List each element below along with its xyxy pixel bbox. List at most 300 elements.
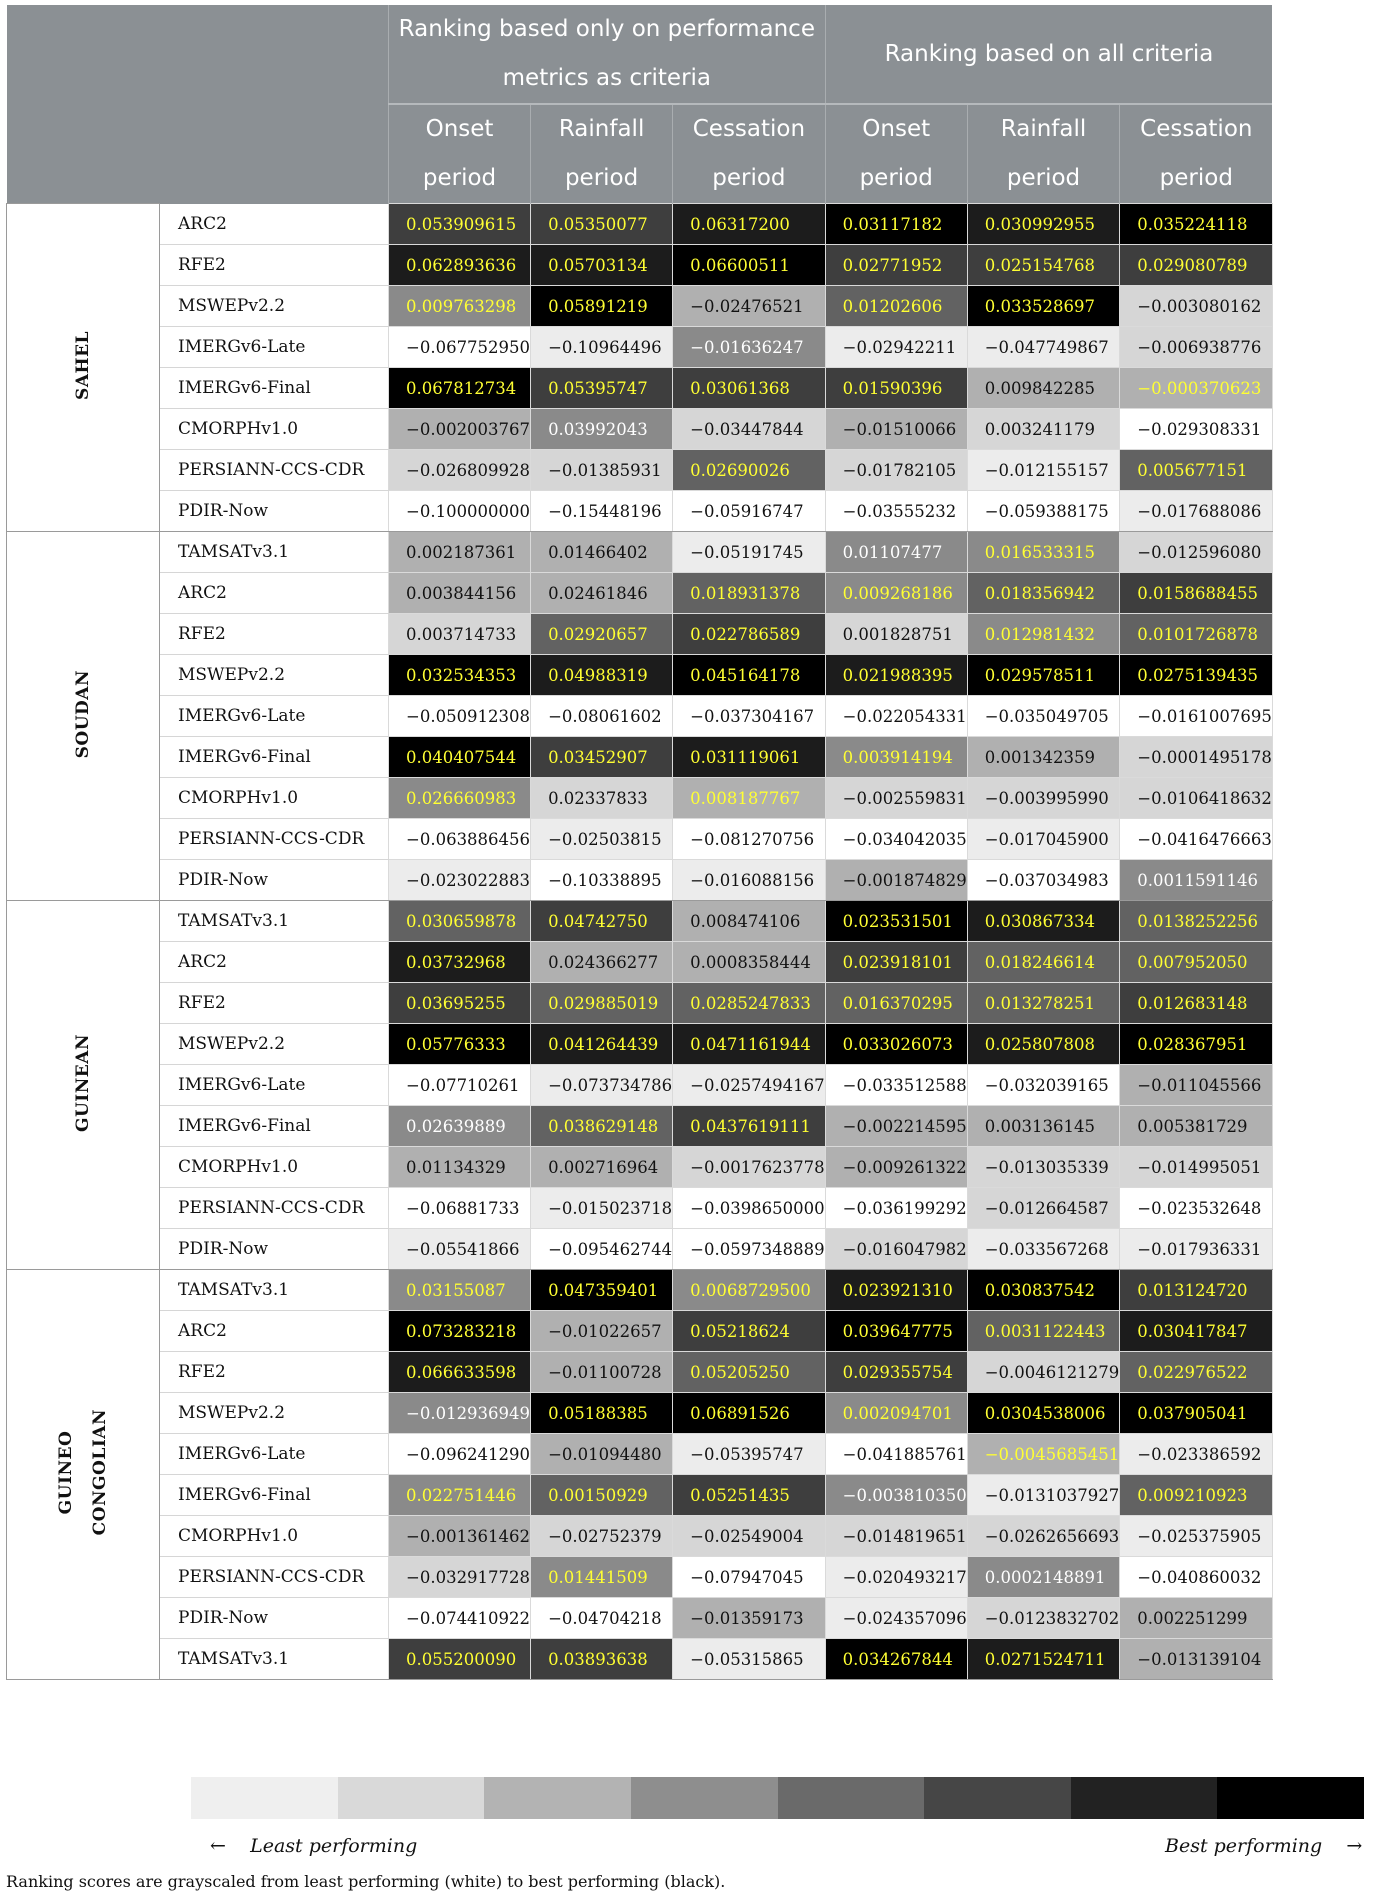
table-row — [7, 1270, 1273, 1311]
table-row — [7, 1639, 1273, 1680]
score-cell: 0.06891526 — [673, 1393, 826, 1434]
score-cell: −0.02752379 — [531, 1516, 673, 1557]
score-cell: 0.00150929 — [531, 1475, 673, 1516]
product-name: MSWEPv2.2 — [160, 1024, 389, 1065]
legend-swatch — [778, 1777, 925, 1819]
score-cell: −0.003810350 — [825, 1475, 967, 1516]
score-cell: −0.06881733 — [389, 1188, 531, 1229]
product-name: ARC2 — [160, 942, 389, 983]
score-cell: 0.055200090 — [389, 1639, 531, 1680]
legend-best — [1165, 1835, 1362, 1857]
header-corner — [7, 5, 389, 204]
score-cell: 0.040407544 — [389, 737, 531, 778]
score-cell: −0.059388175 — [967, 491, 1120, 532]
score-cell: 0.030992955 — [967, 204, 1120, 245]
score-cell: −0.067752950 — [389, 327, 531, 368]
score-cell: 0.0285247833 — [673, 983, 826, 1024]
score-cell: −0.016088156 — [673, 860, 826, 901]
score-cell: −0.07710261 — [389, 1065, 531, 1106]
region-cell — [7, 1270, 160, 1680]
score-cell: −0.037034983 — [967, 860, 1120, 901]
score-cell: 0.003241179 — [967, 409, 1120, 450]
table-row — [7, 778, 1273, 819]
product-name: IMERGv6-Late — [160, 696, 389, 737]
score-cell: 0.003844156 — [389, 573, 531, 614]
score-cell: 0.01441509 — [531, 1557, 673, 1598]
header-group-all-label: Ranking based on all criteria — [884, 40, 1214, 67]
product-name: MSWEPv2.2 — [160, 1393, 389, 1434]
score-cell: −0.022054331 — [825, 696, 967, 737]
score-cell: −0.0001495178 — [1120, 737, 1273, 778]
score-cell: −0.017688086 — [1120, 491, 1273, 532]
score-cell: 0.05891219 — [531, 286, 673, 327]
score-cell: 0.026660983 — [389, 778, 531, 819]
score-cell: −0.095462744 — [531, 1229, 673, 1270]
product-name: PDIR-Now — [160, 1229, 389, 1270]
score-cell: 0.01107477 — [825, 532, 967, 573]
table-row — [7, 286, 1273, 327]
table-row — [7, 1106, 1273, 1147]
product-name: RFE2 — [160, 245, 389, 286]
score-cell: −0.017936331 — [1120, 1229, 1273, 1270]
score-cell: 0.032534353 — [389, 655, 531, 696]
product-name: TAMSATv3.1 — [160, 1270, 389, 1311]
score-cell: 0.007952050 — [1120, 942, 1273, 983]
table-row — [7, 532, 1273, 573]
product-name: PERSIANN-CCS-CDR — [160, 819, 389, 860]
score-cell: 0.028367951 — [1120, 1024, 1273, 1065]
score-cell: 0.016533315 — [967, 532, 1120, 573]
score-cell: 0.018246614 — [967, 942, 1120, 983]
product-name: PDIR-Now — [160, 1598, 389, 1639]
table-row — [7, 245, 1273, 286]
score-cell: −0.01385931 — [531, 450, 673, 491]
score-cell: −0.017045900 — [967, 819, 1120, 860]
score-cell: −0.0416476663 — [1120, 819, 1273, 860]
score-cell: −0.04704218 — [531, 1598, 673, 1639]
score-cell: −0.01022657 — [531, 1311, 673, 1352]
score-cell: 0.023921310 — [825, 1270, 967, 1311]
score-cell: −0.02503815 — [531, 819, 673, 860]
score-cell: 0.009268186 — [825, 573, 967, 614]
score-cell: −0.002559831 — [825, 778, 967, 819]
region-cell — [7, 532, 160, 901]
score-cell: −0.05395747 — [673, 1434, 826, 1475]
score-cell: −0.07947045 — [673, 1557, 826, 1598]
score-cell: −0.05315865 — [673, 1639, 826, 1680]
score-cell: −0.029308331 — [1120, 409, 1273, 450]
score-cell: −0.15448196 — [531, 491, 673, 532]
score-cell: 0.023918101 — [825, 942, 967, 983]
score-cell: −0.01510066 — [825, 409, 967, 450]
product-name: IMERGv6-Final — [160, 737, 389, 778]
score-cell: 0.02461846 — [531, 573, 673, 614]
score-cell: −0.009261322 — [825, 1147, 967, 1188]
score-cell: −0.033567268 — [967, 1229, 1120, 1270]
table-row — [7, 737, 1273, 778]
score-cell: −0.014995051 — [1120, 1147, 1273, 1188]
legend-swatch — [631, 1777, 778, 1819]
score-cell: −0.003080162 — [1120, 286, 1273, 327]
score-cell: 0.023531501 — [825, 901, 967, 942]
table-body — [7, 204, 1273, 1680]
score-cell: 0.06600511 — [673, 245, 826, 286]
score-cell: 0.073283218 — [389, 1311, 531, 1352]
score-cell: 0.05205250 — [673, 1352, 826, 1393]
score-cell: 0.018931378 — [673, 573, 826, 614]
score-cell: −0.096241290 — [389, 1434, 531, 1475]
product-name: IMERGv6-Final — [160, 1106, 389, 1147]
legend-swatch — [191, 1777, 338, 1819]
score-cell: −0.10964496 — [531, 327, 673, 368]
score-cell: 0.01590396 — [825, 368, 967, 409]
table-row — [7, 819, 1273, 860]
table-row — [7, 1434, 1273, 1475]
table-row — [7, 573, 1273, 614]
score-cell: −0.006938776 — [1120, 327, 1273, 368]
score-cell: 0.0471161944 — [673, 1024, 826, 1065]
column-header: Cessation period — [673, 104, 826, 204]
score-cell: 0.0008358444 — [673, 942, 826, 983]
score-cell: 0.03695255 — [389, 983, 531, 1024]
score-cell: 0.01134329 — [389, 1147, 531, 1188]
score-cell: 0.005381729 — [1120, 1106, 1273, 1147]
score-cell: 0.012981432 — [967, 614, 1120, 655]
score-cell: 0.05776333 — [389, 1024, 531, 1065]
score-cell: −0.023532648 — [1120, 1188, 1273, 1229]
score-cell: 0.022786589 — [673, 614, 826, 655]
score-cell: −0.05916747 — [673, 491, 826, 532]
score-cell: −0.023022883 — [389, 860, 531, 901]
score-cell: 0.029578511 — [967, 655, 1120, 696]
score-cell: 0.02920657 — [531, 614, 673, 655]
score-cell: −0.01094480 — [531, 1434, 673, 1475]
score-cell: −0.016047982 — [825, 1229, 967, 1270]
score-cell: 0.0271524711 — [967, 1639, 1120, 1680]
score-cell: 0.039647775 — [825, 1311, 967, 1352]
score-cell: 0.003914194 — [825, 737, 967, 778]
header-group-performance-metrics — [389, 5, 826, 104]
score-cell: −0.02549004 — [673, 1516, 826, 1557]
region-cell — [7, 901, 160, 1270]
score-cell: −0.073734786 — [531, 1065, 673, 1106]
score-cell: 0.013124720 — [1120, 1270, 1273, 1311]
footnote: Ranking scores are grayscaled from least performing (white) to best performing (black). — [6, 1872, 726, 1891]
score-cell: 0.030417847 — [1120, 1311, 1273, 1352]
score-cell: −0.014819651 — [825, 1516, 967, 1557]
score-cell: −0.0045685451 — [967, 1434, 1120, 1475]
score-cell: 0.02690026 — [673, 450, 826, 491]
ranking-table — [6, 5, 1273, 1680]
legend-swatch — [1217, 1777, 1364, 1819]
table-row — [7, 614, 1273, 655]
score-cell: 0.0068729500 — [673, 1270, 826, 1311]
score-cell: 0.012683148 — [1120, 983, 1273, 1024]
product-name: IMERGv6-Final — [160, 1475, 389, 1516]
table-row — [7, 983, 1273, 1024]
score-cell: 0.067812734 — [389, 368, 531, 409]
score-cell: 0.002187361 — [389, 532, 531, 573]
score-cell: −0.020493217 — [825, 1557, 967, 1598]
score-cell: 0.003136145 — [967, 1106, 1120, 1147]
score-cell: −0.001874829 — [825, 860, 967, 901]
table-row — [7, 409, 1273, 450]
product-name: PDIR-Now — [160, 491, 389, 532]
score-cell: 0.0304538006 — [967, 1393, 1120, 1434]
score-cell: −0.000370623 — [1120, 368, 1273, 409]
score-cell: −0.033512588 — [825, 1065, 967, 1106]
score-cell: −0.01359173 — [673, 1598, 826, 1639]
score-cell: 0.0011591146 — [1120, 860, 1273, 901]
score-cell: 0.05188385 — [531, 1393, 673, 1434]
score-cell: 0.002251299 — [1120, 1598, 1273, 1639]
product-name: ARC2 — [160, 204, 389, 245]
score-cell: 0.002716964 — [531, 1147, 673, 1188]
score-cell: −0.036199292 — [825, 1188, 967, 1229]
product-name: MSWEPv2.2 — [160, 286, 389, 327]
product-name: MSWEPv2.2 — [160, 655, 389, 696]
table-row — [7, 1598, 1273, 1639]
score-cell: 0.05703134 — [531, 245, 673, 286]
score-cell: −0.05541866 — [389, 1229, 531, 1270]
score-cell: 0.008474106 — [673, 901, 826, 942]
table-row — [7, 860, 1273, 901]
score-cell: −0.10338895 — [531, 860, 673, 901]
score-cell: −0.0161007695 — [1120, 696, 1273, 737]
score-cell: −0.013035339 — [967, 1147, 1120, 1188]
score-cell: −0.012936949 — [389, 1393, 531, 1434]
score-cell: 0.022976522 — [1120, 1352, 1273, 1393]
score-cell: −0.0046121279 — [967, 1352, 1120, 1393]
score-cell: −0.02476521 — [673, 286, 826, 327]
legend-swatch — [338, 1777, 485, 1819]
left-arrow-icon: ← — [210, 1835, 226, 1857]
score-cell: −0.01100728 — [531, 1352, 673, 1393]
score-cell: −0.0106418632 — [1120, 778, 1273, 819]
score-cell: 0.03061368 — [673, 368, 826, 409]
score-cell: 0.03452907 — [531, 737, 673, 778]
score-cell: −0.0597348889 — [673, 1229, 826, 1270]
column-header: Rainfall period — [967, 104, 1120, 204]
table-row — [7, 942, 1273, 983]
score-cell: 0.033528697 — [967, 286, 1120, 327]
score-cell: −0.05191745 — [673, 532, 826, 573]
table-row — [7, 1147, 1273, 1188]
score-cell: 0.03893638 — [531, 1639, 673, 1680]
column-header: Rainfall period — [531, 104, 673, 204]
score-cell: 0.02337833 — [531, 778, 673, 819]
score-cell: 0.005677151 — [1120, 450, 1273, 491]
score-cell: 0.047359401 — [531, 1270, 673, 1311]
legend-least-label: Least performing — [250, 1835, 418, 1857]
score-cell: −0.03447844 — [673, 409, 826, 450]
score-cell: −0.0131037927 — [967, 1475, 1120, 1516]
score-cell: 0.009210923 — [1120, 1475, 1273, 1516]
score-cell: 0.002094701 — [825, 1393, 967, 1434]
score-cell: −0.012155157 — [967, 450, 1120, 491]
score-cell: 0.06317200 — [673, 204, 826, 245]
score-cell: 0.03117182 — [825, 204, 967, 245]
table-row — [7, 1024, 1273, 1065]
score-cell: −0.100000000 — [389, 491, 531, 532]
legend-swatch — [924, 1777, 1071, 1819]
score-cell: 0.05251435 — [673, 1475, 826, 1516]
header-group-all-criteria — [825, 5, 1272, 104]
product-name: TAMSATv3.1 — [160, 901, 389, 942]
score-cell: −0.035049705 — [967, 696, 1120, 737]
score-cell: 0.0101726878 — [1120, 614, 1273, 655]
score-cell: 0.009763298 — [389, 286, 531, 327]
score-cell: 0.009842285 — [967, 368, 1120, 409]
score-cell: −0.0123832702 — [967, 1598, 1120, 1639]
score-cell: −0.0257494167 — [673, 1065, 826, 1106]
product-name: PERSIANN-CCS-CDR — [160, 1188, 389, 1229]
score-cell: 0.02771952 — [825, 245, 967, 286]
table-row — [7, 1188, 1273, 1229]
score-cell: −0.0262656693 — [967, 1516, 1120, 1557]
score-cell: 0.02639889 — [389, 1106, 531, 1147]
column-header: Cessation period — [1120, 104, 1273, 204]
score-cell: −0.01636247 — [673, 327, 826, 368]
column-header: Onset period — [825, 104, 967, 204]
score-cell: −0.011045566 — [1120, 1065, 1273, 1106]
score-cell: 0.008187767 — [673, 778, 826, 819]
table-row — [7, 1557, 1273, 1598]
score-cell: 0.04742750 — [531, 901, 673, 942]
score-cell: −0.040860032 — [1120, 1557, 1273, 1598]
score-cell: −0.074410922 — [389, 1598, 531, 1639]
score-cell: 0.031119061 — [673, 737, 826, 778]
product-name: IMERGv6-Late — [160, 327, 389, 368]
score-cell: −0.047749867 — [967, 327, 1120, 368]
score-cell: 0.03732968 — [389, 942, 531, 983]
product-name: IMERGv6-Late — [160, 1065, 389, 1106]
score-cell: 0.001342359 — [967, 737, 1120, 778]
region-cell — [7, 204, 160, 532]
score-cell: −0.0017623778 — [673, 1147, 826, 1188]
score-cell: 0.066633598 — [389, 1352, 531, 1393]
score-cell: −0.003995990 — [967, 778, 1120, 819]
table-row — [7, 491, 1273, 532]
score-cell: 0.035224118 — [1120, 204, 1273, 245]
score-cell: 0.030867334 — [967, 901, 1120, 942]
score-cell: 0.001828751 — [825, 614, 967, 655]
region-label: GUINEO CONGOLIAN — [56, 1409, 110, 1536]
score-cell: 0.030837542 — [967, 1270, 1120, 1311]
right-arrow-icon: → — [1346, 1835, 1363, 1857]
score-cell: −0.024357096 — [825, 1598, 967, 1639]
score-cell: −0.08061602 — [531, 696, 673, 737]
score-cell: 0.034267844 — [825, 1639, 967, 1680]
score-cell: 0.045164178 — [673, 655, 826, 696]
product-name: CMORPHv1.0 — [160, 778, 389, 819]
score-cell: 0.05218624 — [673, 1311, 826, 1352]
score-cell: −0.03555232 — [825, 491, 967, 532]
product-name: PERSIANN-CCS-CDR — [160, 450, 389, 491]
score-cell: −0.023386592 — [1120, 1434, 1273, 1475]
product-name: ARC2 — [160, 1311, 389, 1352]
table-row — [7, 1065, 1273, 1106]
product-name: PERSIANN-CCS-CDR — [160, 1557, 389, 1598]
product-name: RFE2 — [160, 614, 389, 655]
score-cell: 0.030659878 — [389, 901, 531, 942]
table-row — [7, 901, 1273, 942]
score-cell: 0.01202606 — [825, 286, 967, 327]
score-cell: −0.001361462 — [389, 1516, 531, 1557]
score-cell: 0.03992043 — [531, 409, 673, 450]
product-name: RFE2 — [160, 983, 389, 1024]
score-cell: 0.025807808 — [967, 1024, 1120, 1065]
score-cell: −0.0398650000 — [673, 1188, 826, 1229]
table-row — [7, 696, 1273, 737]
legend-swatch — [1071, 1777, 1218, 1819]
score-cell: 0.029355754 — [825, 1352, 967, 1393]
table-row — [7, 1352, 1273, 1393]
grayscale-legend — [191, 1777, 1364, 1819]
table-row — [7, 1475, 1273, 1516]
legend-least — [210, 1835, 417, 1857]
score-cell: −0.034042035 — [825, 819, 967, 860]
score-cell: −0.050912308 — [389, 696, 531, 737]
score-cell: −0.025375905 — [1120, 1516, 1273, 1557]
score-cell: −0.032917728 — [389, 1557, 531, 1598]
score-cell: −0.012596080 — [1120, 532, 1273, 573]
table-row — [7, 450, 1273, 491]
score-cell: −0.041885761 — [825, 1434, 967, 1475]
legend-swatch — [484, 1777, 631, 1819]
product-name: IMERGv6-Late — [160, 1434, 389, 1475]
score-cell: 0.0275139435 — [1120, 655, 1273, 696]
table-row — [7, 1516, 1273, 1557]
score-cell: 0.038629148 — [531, 1106, 673, 1147]
region-label: GUINEAN — [73, 1033, 93, 1133]
product-name: TAMSATv3.1 — [160, 532, 389, 573]
score-cell: 0.05395747 — [531, 368, 673, 409]
product-name: TAMSATv3.1 — [160, 1639, 389, 1680]
region-label: SAHEL — [73, 331, 93, 400]
score-cell: 0.0437619111 — [673, 1106, 826, 1147]
table-row — [7, 1311, 1273, 1352]
score-cell: 0.033026073 — [825, 1024, 967, 1065]
table-row — [7, 1393, 1273, 1434]
score-cell: 0.021988395 — [825, 655, 967, 696]
score-cell: 0.029885019 — [531, 983, 673, 1024]
product-name: CMORPHv1.0 — [160, 409, 389, 450]
score-cell: 0.029080789 — [1120, 245, 1273, 286]
score-cell: 0.018356942 — [967, 573, 1120, 614]
table-row — [7, 368, 1273, 409]
score-cell: −0.013139104 — [1120, 1639, 1273, 1680]
score-cell: −0.026809928 — [389, 450, 531, 491]
score-cell: −0.002003767 — [389, 409, 531, 450]
score-cell: 0.01466402 — [531, 532, 673, 573]
score-cell: −0.01782105 — [825, 450, 967, 491]
score-cell: 0.025154768 — [967, 245, 1120, 286]
table-row — [7, 204, 1273, 245]
score-cell: −0.02942211 — [825, 327, 967, 368]
score-cell: −0.037304167 — [673, 696, 826, 737]
score-cell: 0.016370295 — [825, 983, 967, 1024]
score-cell: 0.0138252256 — [1120, 901, 1273, 942]
table-row — [7, 655, 1273, 696]
product-name: IMERGv6-Final — [160, 368, 389, 409]
region-label: SOUDAN — [73, 669, 93, 759]
header-group-performance-label: Ranking based only on performance metrics as criteria — [398, 16, 815, 91]
score-cell: 0.0031122443 — [967, 1311, 1120, 1352]
score-cell: 0.037905041 — [1120, 1393, 1273, 1434]
score-cell: 0.0158688455 — [1120, 573, 1273, 614]
product-name: PDIR-Now — [160, 860, 389, 901]
